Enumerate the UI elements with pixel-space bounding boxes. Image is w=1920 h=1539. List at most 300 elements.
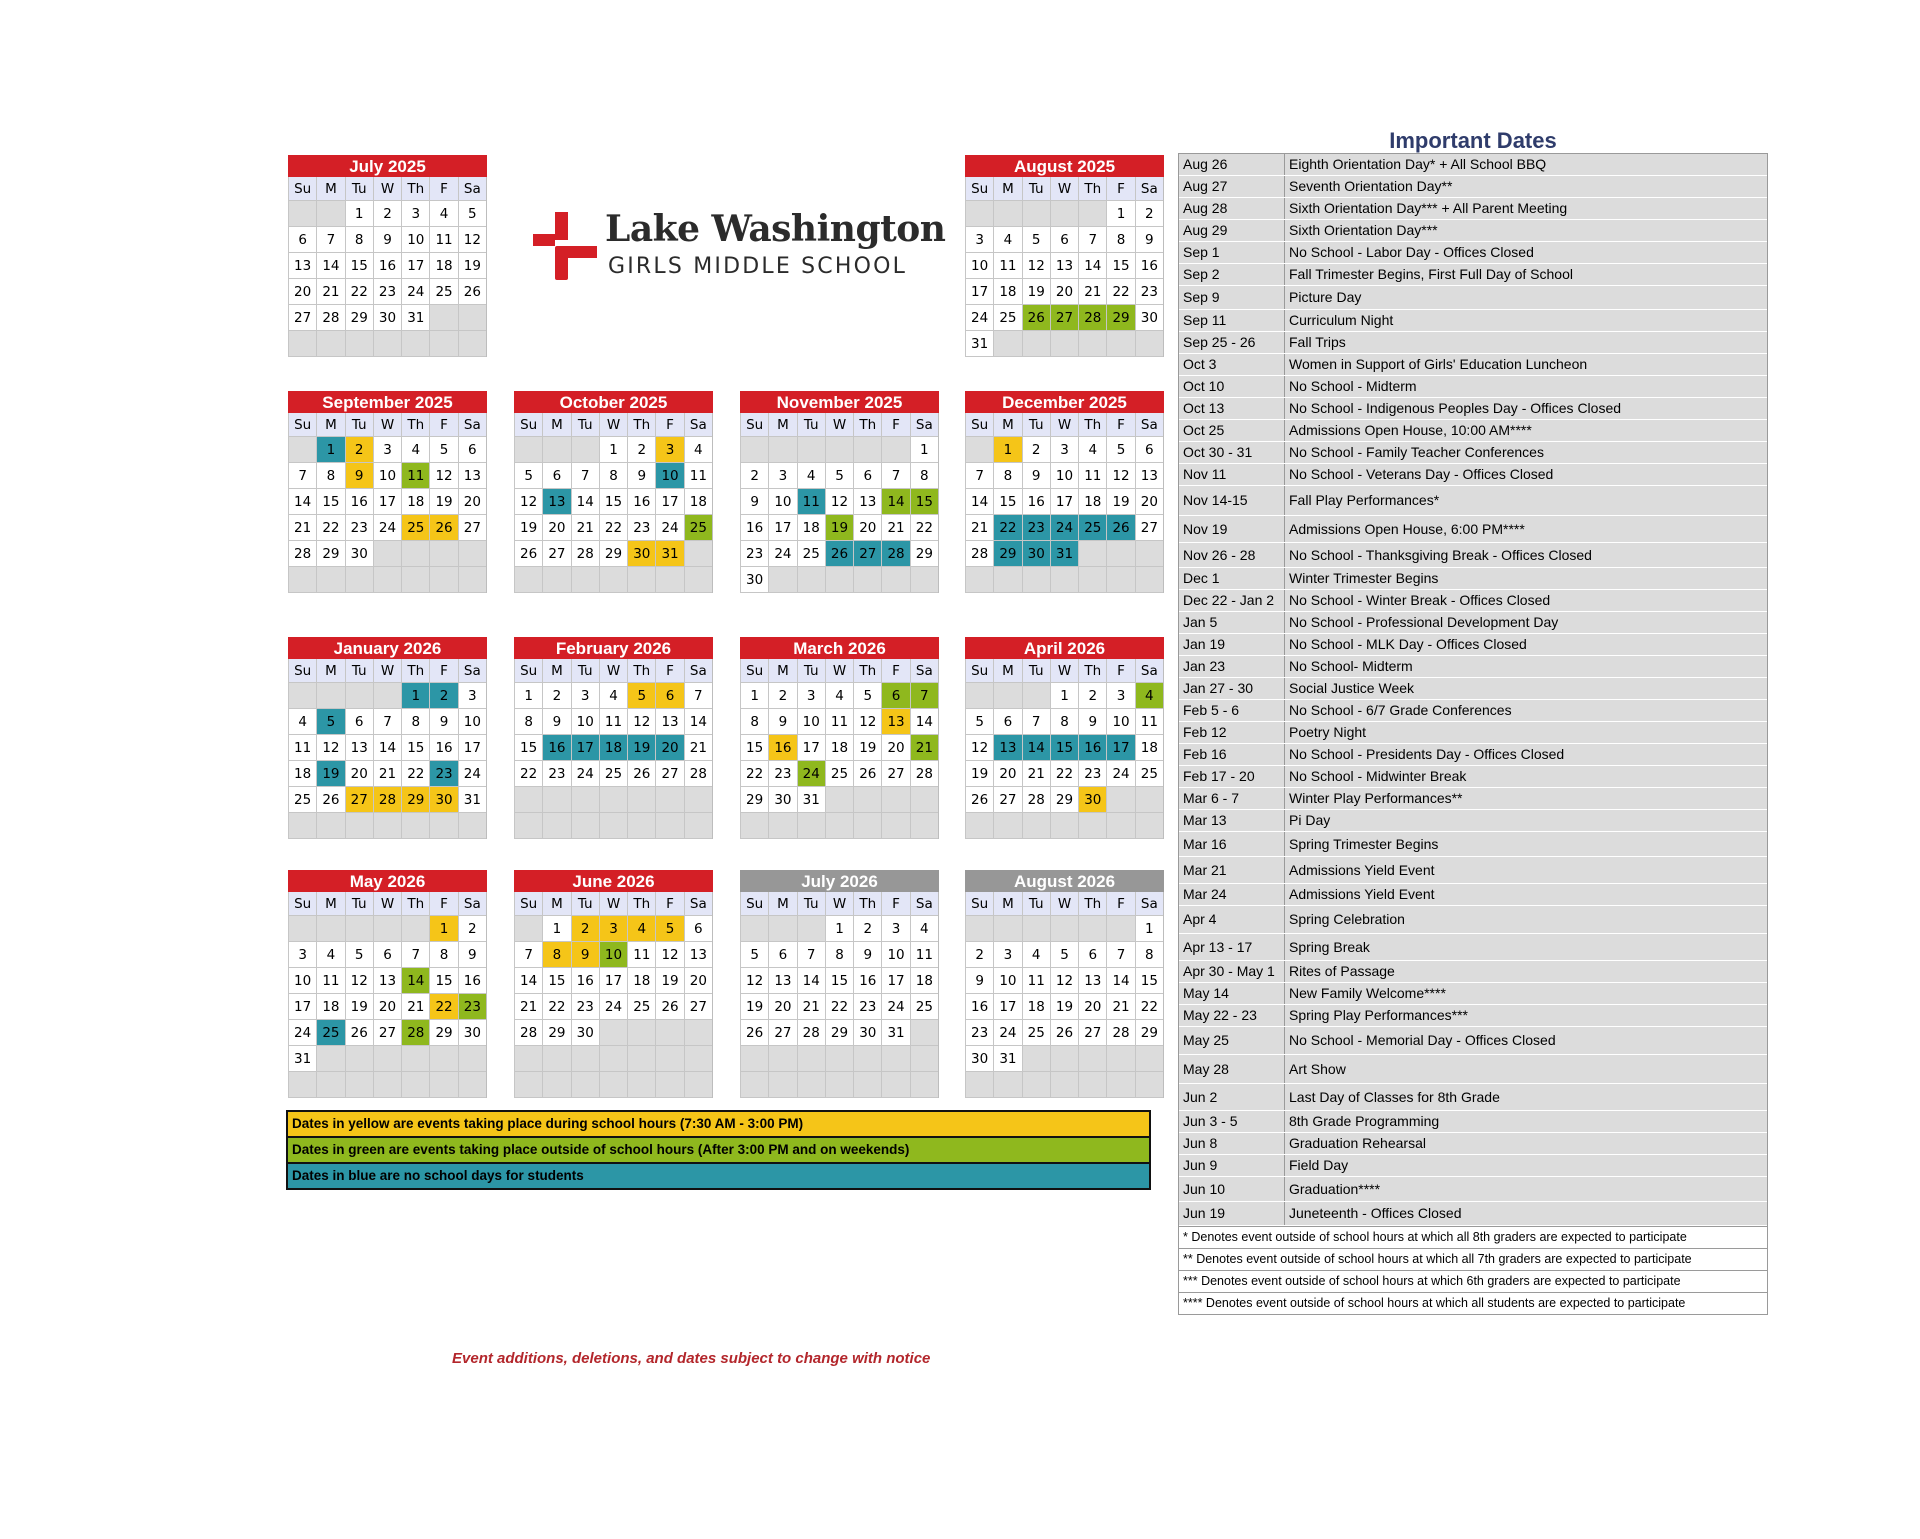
event-name: 8th Grade Programming xyxy=(1289,1113,1440,1129)
event-date: Mar 24 xyxy=(1179,884,1285,905)
day-cell: 5 xyxy=(429,437,457,463)
day-cell: 17 xyxy=(373,489,401,515)
event-date: Jun 2 xyxy=(1179,1084,1285,1110)
day-cell: 3 xyxy=(655,437,683,463)
event-date: Feb 17 - 20 xyxy=(1179,766,1285,787)
empty-day-cell xyxy=(684,1072,712,1098)
event-date: Aug 26 xyxy=(1179,154,1285,175)
day-cell: 28 xyxy=(316,305,344,331)
empty-day-cell xyxy=(910,1072,938,1098)
weekday-header: Tu xyxy=(345,659,373,683)
day-cell: 9 xyxy=(1135,227,1163,253)
day-cell: 11 xyxy=(797,489,825,515)
empty-day-cell xyxy=(825,1046,853,1072)
event-date: Dec 1 xyxy=(1179,568,1285,589)
day-cell: 7 xyxy=(373,709,401,735)
weekday-header: F xyxy=(655,659,683,683)
day-cell: 7 xyxy=(797,942,825,968)
day-cell: 23 xyxy=(768,761,796,787)
day-cell: 13 xyxy=(881,709,909,735)
day-cell: 28 xyxy=(881,541,909,567)
empty-day-cell xyxy=(429,1072,457,1098)
day-cell: 8 xyxy=(825,942,853,968)
event-name: No School - Labor Day - Offices Closed xyxy=(1289,244,1534,260)
weekday-header: M xyxy=(993,892,1021,916)
empty-day-cell xyxy=(1106,916,1134,942)
day-cell: 9 xyxy=(458,942,486,968)
empty-day-cell xyxy=(514,437,542,463)
important-date-row xyxy=(1179,516,1767,543)
important-date-row xyxy=(1179,354,1767,376)
empty-day-cell xyxy=(768,813,796,839)
day-cell: 16 xyxy=(1078,735,1106,761)
day-cell: 20 xyxy=(458,489,486,515)
month-title: July 2025 xyxy=(288,155,487,177)
day-cell: 12 xyxy=(458,227,486,253)
day-cell: 19 xyxy=(345,994,373,1020)
day-cell: 27 xyxy=(881,761,909,787)
empty-day-cell xyxy=(1022,331,1050,357)
day-cell: 1 xyxy=(740,683,768,709)
day-cell: 8 xyxy=(910,463,938,489)
event-name: Last Day of Classes for 8th Grade xyxy=(1289,1089,1500,1105)
event-date: Nov 11 xyxy=(1179,464,1285,485)
day-cell: 17 xyxy=(458,735,486,761)
empty-day-cell xyxy=(825,1072,853,1098)
event-date: Jun 19 xyxy=(1179,1202,1285,1225)
day-cell: 25 xyxy=(627,994,655,1020)
day-cell: 8 xyxy=(740,709,768,735)
weekday-header: Th xyxy=(1078,413,1106,437)
day-cell: 4 xyxy=(316,942,344,968)
empty-day-cell xyxy=(797,567,825,593)
empty-day-cell xyxy=(373,916,401,942)
day-cell: 20 xyxy=(1135,489,1163,515)
empty-day-cell xyxy=(993,331,1021,357)
important-date-row xyxy=(1179,176,1767,198)
day-cell: 26 xyxy=(345,1020,373,1046)
event-date: Oct 30 - 31 xyxy=(1179,442,1285,463)
day-cell: 15 xyxy=(1050,735,1078,761)
weekday-header: M xyxy=(316,177,344,201)
day-cell: 22 xyxy=(542,994,570,1020)
day-cell: 21 xyxy=(910,735,938,761)
weekday-header: F xyxy=(881,892,909,916)
day-cell: 19 xyxy=(1050,994,1078,1020)
event-name: No School - Veterans Day - Offices Closed xyxy=(1289,466,1554,482)
day-cell: 10 xyxy=(655,463,683,489)
empty-day-cell xyxy=(599,787,627,813)
day-cell: 6 xyxy=(655,683,683,709)
empty-day-cell xyxy=(655,813,683,839)
weekday-header: F xyxy=(429,659,457,683)
day-cell: 22 xyxy=(1050,761,1078,787)
empty-day-cell xyxy=(655,1020,683,1046)
empty-day-cell xyxy=(627,813,655,839)
day-cell: 29 xyxy=(599,541,627,567)
day-cell: 7 xyxy=(684,683,712,709)
important-date-row xyxy=(1179,884,1767,906)
important-date-row xyxy=(1179,590,1767,612)
empty-day-cell xyxy=(1106,567,1134,593)
month-title: June 2026 xyxy=(514,870,713,892)
empty-day-cell xyxy=(401,331,429,357)
event-date: Nov 14-15 xyxy=(1179,486,1285,515)
event-name: No School - Midterm xyxy=(1289,378,1417,394)
day-cell: 18 xyxy=(684,489,712,515)
day-cell: 21 xyxy=(288,515,316,541)
weekday-header: F xyxy=(1106,892,1134,916)
month-title: August 2026 xyxy=(965,870,1164,892)
red-cross-logo-icon xyxy=(533,212,597,280)
weekday-header: Su xyxy=(740,659,768,683)
school-logo xyxy=(533,208,946,280)
weekday-header: M xyxy=(768,413,796,437)
day-cell: 9 xyxy=(1078,709,1106,735)
footnote: *** Denotes event outside of school hours at which 6th graders are expected to participate xyxy=(1179,1270,1767,1292)
weekday-header: M xyxy=(768,659,796,683)
day-cell: 10 xyxy=(768,489,796,515)
day-cell: 14 xyxy=(1078,253,1106,279)
day-cell: 26 xyxy=(429,515,457,541)
important-date-row xyxy=(1179,656,1767,678)
weekday-header: W xyxy=(599,659,627,683)
important-dates-title: Important Dates xyxy=(1389,128,1557,153)
empty-day-cell xyxy=(825,787,853,813)
day-cell: 25 xyxy=(401,515,429,541)
day-cell: 31 xyxy=(881,1020,909,1046)
day-cell: 25 xyxy=(797,541,825,567)
event-name: No School - 6/7 Grade Conferences xyxy=(1289,702,1512,718)
weekday-header: F xyxy=(881,659,909,683)
day-cell: 14 xyxy=(965,489,993,515)
day-cell: 26 xyxy=(1106,515,1134,541)
day-cell: 7 xyxy=(316,227,344,253)
empty-day-cell xyxy=(797,1072,825,1098)
day-cell: 20 xyxy=(1050,279,1078,305)
day-cell: 1 xyxy=(599,437,627,463)
day-cell: 5 xyxy=(458,201,486,227)
weekday-header: W xyxy=(599,413,627,437)
day-cell: 3 xyxy=(599,916,627,942)
day-cell: 28 xyxy=(910,761,938,787)
important-date-row xyxy=(1179,154,1767,176)
weekday-header: Su xyxy=(288,177,316,201)
day-cell: 22 xyxy=(1135,994,1163,1020)
day-cell: 6 xyxy=(1135,437,1163,463)
day-cell: 2 xyxy=(571,916,599,942)
day-cell: 16 xyxy=(542,735,570,761)
weekday-header: Sa xyxy=(910,659,938,683)
event-name: Rites of Passage xyxy=(1289,963,1395,979)
empty-day-cell xyxy=(429,813,457,839)
day-cell: 6 xyxy=(288,227,316,253)
day-cell: 17 xyxy=(965,279,993,305)
weekday-header: W xyxy=(1050,659,1078,683)
day-cell: 12 xyxy=(655,942,683,968)
weekday-header: Tu xyxy=(797,892,825,916)
day-cell: 9 xyxy=(768,709,796,735)
day-cell: 15 xyxy=(401,735,429,761)
empty-day-cell xyxy=(1022,1046,1050,1072)
weekday-header: Tu xyxy=(1022,892,1050,916)
day-cell: 24 xyxy=(993,1020,1021,1046)
empty-day-cell xyxy=(316,1072,344,1098)
day-cell: 18 xyxy=(1135,735,1163,761)
important-date-row xyxy=(1179,420,1767,442)
day-cell: 19 xyxy=(316,761,344,787)
month-calendar xyxy=(288,155,487,357)
day-cell: 29 xyxy=(825,1020,853,1046)
important-date-row xyxy=(1179,1027,1767,1055)
empty-day-cell xyxy=(853,1046,881,1072)
day-cell: 20 xyxy=(373,994,401,1020)
weekday-header: Sa xyxy=(1135,177,1163,201)
day-cell: 7 xyxy=(571,463,599,489)
day-cell: 25 xyxy=(825,761,853,787)
day-cell: 24 xyxy=(373,515,401,541)
footnote: * Denotes event outside of school hours at which all 8th graders are expected to participate xyxy=(1179,1226,1767,1248)
event-date: Nov 26 - 28 xyxy=(1179,543,1285,567)
day-cell: 8 xyxy=(599,463,627,489)
important-date-row xyxy=(1179,1155,1767,1177)
event-date: Jun 3 - 5 xyxy=(1179,1111,1285,1132)
event-date: Oct 25 xyxy=(1179,420,1285,441)
day-cell: 12 xyxy=(740,968,768,994)
month-grid xyxy=(514,892,713,1098)
day-cell: 14 xyxy=(373,735,401,761)
day-cell: 24 xyxy=(401,279,429,305)
weekday-header: Sa xyxy=(458,892,486,916)
event-date: Oct 13 xyxy=(1179,398,1285,419)
day-cell: 9 xyxy=(571,942,599,968)
day-cell: 12 xyxy=(345,968,373,994)
day-cell: 16 xyxy=(965,994,993,1020)
day-cell: 31 xyxy=(965,331,993,357)
day-cell: 16 xyxy=(1022,489,1050,515)
day-cell: 26 xyxy=(627,761,655,787)
weekday-header: Su xyxy=(965,892,993,916)
empty-day-cell xyxy=(316,813,344,839)
empty-day-cell xyxy=(1135,813,1163,839)
day-cell: 28 xyxy=(1078,305,1106,331)
empty-day-cell xyxy=(684,1020,712,1046)
empty-day-cell xyxy=(373,1072,401,1098)
day-cell: 13 xyxy=(458,463,486,489)
day-cell: 11 xyxy=(825,709,853,735)
empty-day-cell xyxy=(910,1046,938,1072)
weekday-header: Su xyxy=(288,413,316,437)
event-date: Apr 13 - 17 xyxy=(1179,934,1285,960)
month-calendar xyxy=(965,637,1164,839)
day-cell: 26 xyxy=(514,541,542,567)
month-grid xyxy=(965,659,1164,839)
empty-day-cell xyxy=(853,813,881,839)
change-notice: Event additions, deletions, and dates subject to change with notice xyxy=(452,1350,931,1367)
event-name: Admissions Open House, 6:00 PM**** xyxy=(1289,521,1525,537)
event-name: No School - Midwinter Break xyxy=(1289,768,1467,784)
empty-day-cell xyxy=(1106,1072,1134,1098)
day-cell: 28 xyxy=(401,1020,429,1046)
day-cell: 5 xyxy=(655,916,683,942)
day-cell: 24 xyxy=(881,994,909,1020)
empty-day-cell xyxy=(542,787,570,813)
day-cell: 15 xyxy=(429,968,457,994)
day-cell: 4 xyxy=(401,437,429,463)
important-date-row xyxy=(1179,198,1767,220)
empty-day-cell xyxy=(373,331,401,357)
day-cell: 9 xyxy=(627,463,655,489)
day-cell: 16 xyxy=(740,515,768,541)
day-cell: 10 xyxy=(599,942,627,968)
important-date-row xyxy=(1179,934,1767,961)
legend-green: Dates in green are events taking place outside of school hours (After 3:00 PM and on weekends) xyxy=(288,1138,1149,1164)
weekday-header: Sa xyxy=(910,892,938,916)
day-cell: 5 xyxy=(627,683,655,709)
empty-day-cell xyxy=(401,1046,429,1072)
empty-day-cell xyxy=(458,1072,486,1098)
day-cell: 21 xyxy=(571,515,599,541)
empty-day-cell xyxy=(1022,201,1050,227)
day-cell: 20 xyxy=(684,968,712,994)
day-cell: 23 xyxy=(1078,761,1106,787)
day-cell: 20 xyxy=(542,515,570,541)
day-cell: 4 xyxy=(910,916,938,942)
day-cell: 22 xyxy=(993,515,1021,541)
day-cell: 1 xyxy=(1050,683,1078,709)
empty-day-cell xyxy=(373,567,401,593)
day-cell: 29 xyxy=(401,787,429,813)
empty-day-cell xyxy=(1050,567,1078,593)
empty-day-cell xyxy=(797,813,825,839)
day-cell: 30 xyxy=(768,787,796,813)
day-cell: 28 xyxy=(373,787,401,813)
day-cell: 12 xyxy=(1022,253,1050,279)
empty-day-cell xyxy=(345,1072,373,1098)
month-title: November 2025 xyxy=(740,391,939,413)
empty-day-cell xyxy=(797,1046,825,1072)
day-cell: 25 xyxy=(684,515,712,541)
day-cell: 20 xyxy=(288,279,316,305)
event-name: No School - Professional Development Day xyxy=(1289,614,1559,630)
day-cell: 28 xyxy=(288,541,316,567)
event-date: Jun 8 xyxy=(1179,1133,1285,1154)
event-name: Admissions Open House, 10:00 AM**** xyxy=(1289,422,1532,438)
day-cell: 6 xyxy=(881,683,909,709)
empty-day-cell xyxy=(825,437,853,463)
empty-day-cell xyxy=(599,1072,627,1098)
month-calendar xyxy=(740,391,939,593)
weekday-header: Th xyxy=(853,659,881,683)
important-date-row xyxy=(1179,398,1767,420)
day-cell: 8 xyxy=(345,227,373,253)
important-date-row xyxy=(1179,1005,1767,1027)
day-cell: 5 xyxy=(1050,942,1078,968)
day-cell: 21 xyxy=(881,515,909,541)
day-cell: 14 xyxy=(401,968,429,994)
empty-day-cell xyxy=(655,567,683,593)
footnote: **** Denotes event outside of school hours at which all students are expected to participate xyxy=(1179,1292,1767,1314)
empty-day-cell xyxy=(1022,567,1050,593)
day-cell: 29 xyxy=(910,541,938,567)
day-cell: 13 xyxy=(1078,968,1106,994)
event-date: Apr 30 - May 1 xyxy=(1179,961,1285,982)
empty-day-cell xyxy=(1078,813,1106,839)
event-name: No School- Midterm xyxy=(1289,658,1413,674)
day-cell: 14 xyxy=(571,489,599,515)
empty-day-cell xyxy=(458,567,486,593)
event-date: Sep 9 xyxy=(1179,286,1285,309)
empty-day-cell xyxy=(965,201,993,227)
weekday-header: W xyxy=(373,177,401,201)
day-cell: 29 xyxy=(993,541,1021,567)
weekday-header: W xyxy=(825,892,853,916)
empty-day-cell xyxy=(910,787,938,813)
day-cell: 26 xyxy=(1050,1020,1078,1046)
weekday-header: M xyxy=(768,892,796,916)
empty-day-cell xyxy=(458,813,486,839)
event-name: Graduation**** xyxy=(1289,1181,1381,1197)
day-cell: 5 xyxy=(965,709,993,735)
logo-line-1: Lake Washington xyxy=(605,208,946,250)
day-cell: 2 xyxy=(768,683,796,709)
empty-day-cell xyxy=(853,437,881,463)
day-cell: 6 xyxy=(1050,227,1078,253)
month-title: May 2026 xyxy=(288,870,487,892)
empty-day-cell xyxy=(571,1072,599,1098)
empty-day-cell xyxy=(1078,916,1106,942)
day-cell: 4 xyxy=(1022,942,1050,968)
event-name: No School - Indigenous Peoples Day - Offices Closed xyxy=(1289,400,1622,416)
weekday-header: M xyxy=(542,892,570,916)
empty-day-cell xyxy=(429,331,457,357)
weekday-header: Th xyxy=(401,659,429,683)
day-cell: 5 xyxy=(740,942,768,968)
month-title: March 2026 xyxy=(740,637,939,659)
event-name: Winter Play Performances** xyxy=(1289,790,1463,806)
day-cell: 24 xyxy=(797,761,825,787)
day-cell: 7 xyxy=(1106,942,1134,968)
day-cell: 1 xyxy=(993,437,1021,463)
empty-day-cell xyxy=(514,567,542,593)
event-name: Seventh Orientation Day** xyxy=(1289,178,1453,194)
day-cell: 6 xyxy=(993,709,1021,735)
month-grid xyxy=(288,177,487,357)
empty-day-cell xyxy=(542,567,570,593)
day-cell: 12 xyxy=(1106,463,1134,489)
day-cell: 21 xyxy=(401,994,429,1020)
day-cell: 14 xyxy=(910,709,938,735)
empty-day-cell xyxy=(429,305,457,331)
empty-day-cell xyxy=(768,1072,796,1098)
weekday-header: Th xyxy=(853,413,881,437)
day-cell: 30 xyxy=(571,1020,599,1046)
event-name: Pi Day xyxy=(1289,812,1331,828)
empty-day-cell xyxy=(740,437,768,463)
weekday-header: Su xyxy=(965,177,993,201)
month-calendar xyxy=(965,155,1164,357)
day-cell: 4 xyxy=(684,437,712,463)
day-cell: 13 xyxy=(288,253,316,279)
day-cell: 2 xyxy=(965,942,993,968)
empty-day-cell xyxy=(1022,916,1050,942)
important-date-row xyxy=(1179,906,1767,934)
empty-day-cell xyxy=(345,813,373,839)
important-date-row xyxy=(1179,1202,1767,1226)
empty-day-cell xyxy=(1135,541,1163,567)
day-cell: 27 xyxy=(1135,515,1163,541)
day-cell: 19 xyxy=(853,735,881,761)
